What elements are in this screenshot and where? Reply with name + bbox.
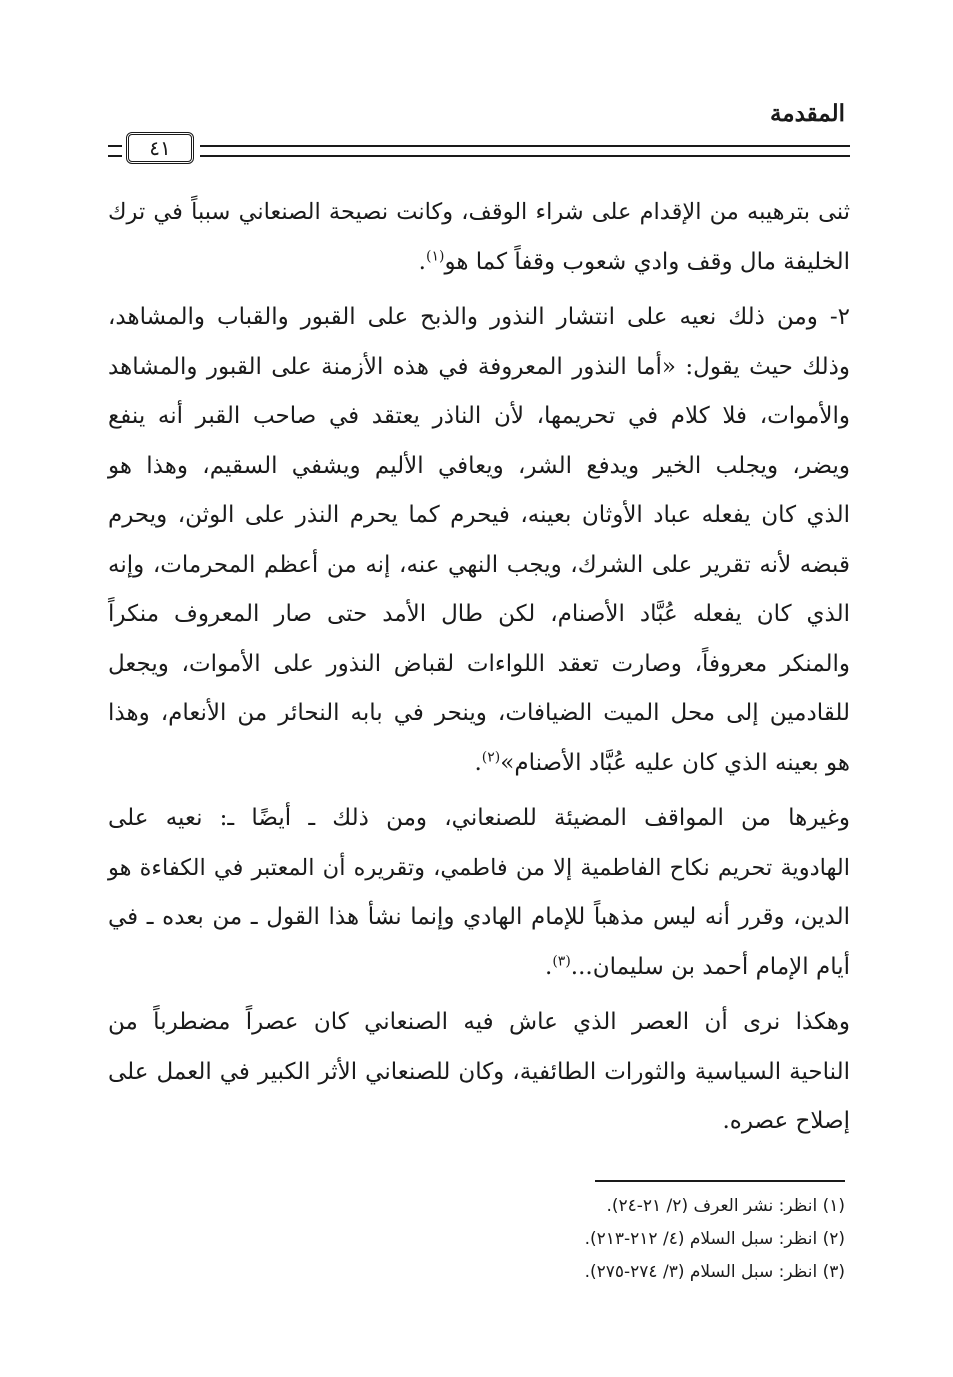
text-line: الذي كان يفعله عباد الأوثان بعينه، فيحرم كما يحرم النذر على الوثن، ويحرم — [108, 502, 850, 528]
footnote-2: (٢) انظر: سبل السلام (٤/ ٢١٢-٢١٣). — [584, 1229, 845, 1249]
text-line: قبضه لأنه تقرير على الشرك، ويجب النهي عنه، إنه من أعظم المحرمات، وإنه — [108, 551, 850, 578]
text-line: الذي كان يفعله عُبَّاد الأصنام، لكن طال الأمد حتى صار المعروف منكراً — [108, 601, 850, 627]
footnote-1: (١) انظر: نشر العرف (٢/ ٢١-٢٤). — [606, 1196, 845, 1216]
text-line — [108, 238, 850, 288]
text-line: للقادمين إلى محل الميت الضيافات، وينحر في بابه النحائر من الأنعام، وهذا — [108, 700, 850, 726]
body-text — [108, 188, 850, 1147]
header-rule — [108, 132, 850, 172]
running-title: المقدمة — [769, 100, 845, 127]
text-line: والأموات، فلا كلام في تحريمها، لأن الناذر يعتقد في صاحب القبر أنه ينفع — [108, 403, 850, 429]
text-line: وهكذا نرى أن العصر الذي عاش فيه الصنعاني كان عصراً مضطرباً من — [108, 1009, 850, 1035]
footnotes — [103, 1190, 845, 1289]
text-line-content: الخليفة مال وقف وادي شعوب وقفاً كما هو — [444, 248, 850, 275]
text-line-end: . — [545, 953, 553, 980]
text-line: ويضر، ويجلب الخير ويدفع الشر، ويعافي الأليم ويشفي السقيم، وهذا هو — [108, 452, 850, 479]
footnote-ref: (١) — [425, 247, 445, 264]
footnote-3: (٣) انظر: سبل السلام (٣/ ٢٧٤-٢٧٥). — [584, 1262, 845, 1282]
paragraph-3 — [108, 794, 850, 992]
text-line: إصلاح عصره. — [722, 1108, 850, 1134]
text-line-content: أيام الإمام أحمد بن سليمان... — [570, 953, 850, 980]
text-line: الدين، وقرر أنه ليس مذهباً للإمام الهادي وإنما نشأ هذا القول ـ من بعده ـ في — [108, 904, 850, 930]
text-line-end: . — [474, 749, 482, 776]
footnote-ref: (٢) — [481, 748, 501, 765]
text-line: وذلك حيث يقول: «أما النذور المعروفة في هذه الأزمنة على القبور والمشاهد — [108, 353, 850, 380]
footnote-separator — [595, 1180, 845, 1182]
footnote-ref: (٣) — [552, 952, 571, 969]
text-line-end: . — [418, 248, 426, 275]
paragraph-4 — [108, 998, 850, 1147]
text-line: الهادوية تحريم نكاح الفاطمية إلا من فاطمي، وتقريره أن المعتبر في الكفاءة هو — [108, 854, 850, 881]
text-line — [108, 943, 850, 993]
text-line: ٢- ومن ذلك نعيه على انتشار النذور والذبح على القبور والقباب والمشاهد، — [108, 304, 850, 330]
text-line: الناحية السياسية والثورات الطائفية، وكان للصنعاني الأثر الكبير في العمل على — [108, 1058, 850, 1085]
page-number: ٤١ — [126, 132, 194, 164]
text-line: والمنكر معروفاً، وصارت تعقد اللواءات لقباض النذور على الأموات، ويجعل — [108, 650, 850, 677]
paragraph-2 — [108, 293, 850, 788]
header-double-rule — [200, 145, 850, 157]
header-rule-left — [108, 145, 122, 157]
text-line — [108, 739, 850, 789]
paragraph-1 — [108, 188, 850, 287]
text-line-content: هو بعينه الذي كان عليه عُبَّاد الأصنام» — [500, 749, 850, 776]
text-line: ثنى بترهيبه من الإقدام على شراء الوقف، وكانت نصيحة الصنعاني سبباً في ترك — [108, 199, 850, 225]
text-line: وغيرها من المواقف المضيئة للصنعاني، ومن ذلك ـ أيضًا ـ: نعيه على — [108, 805, 850, 831]
